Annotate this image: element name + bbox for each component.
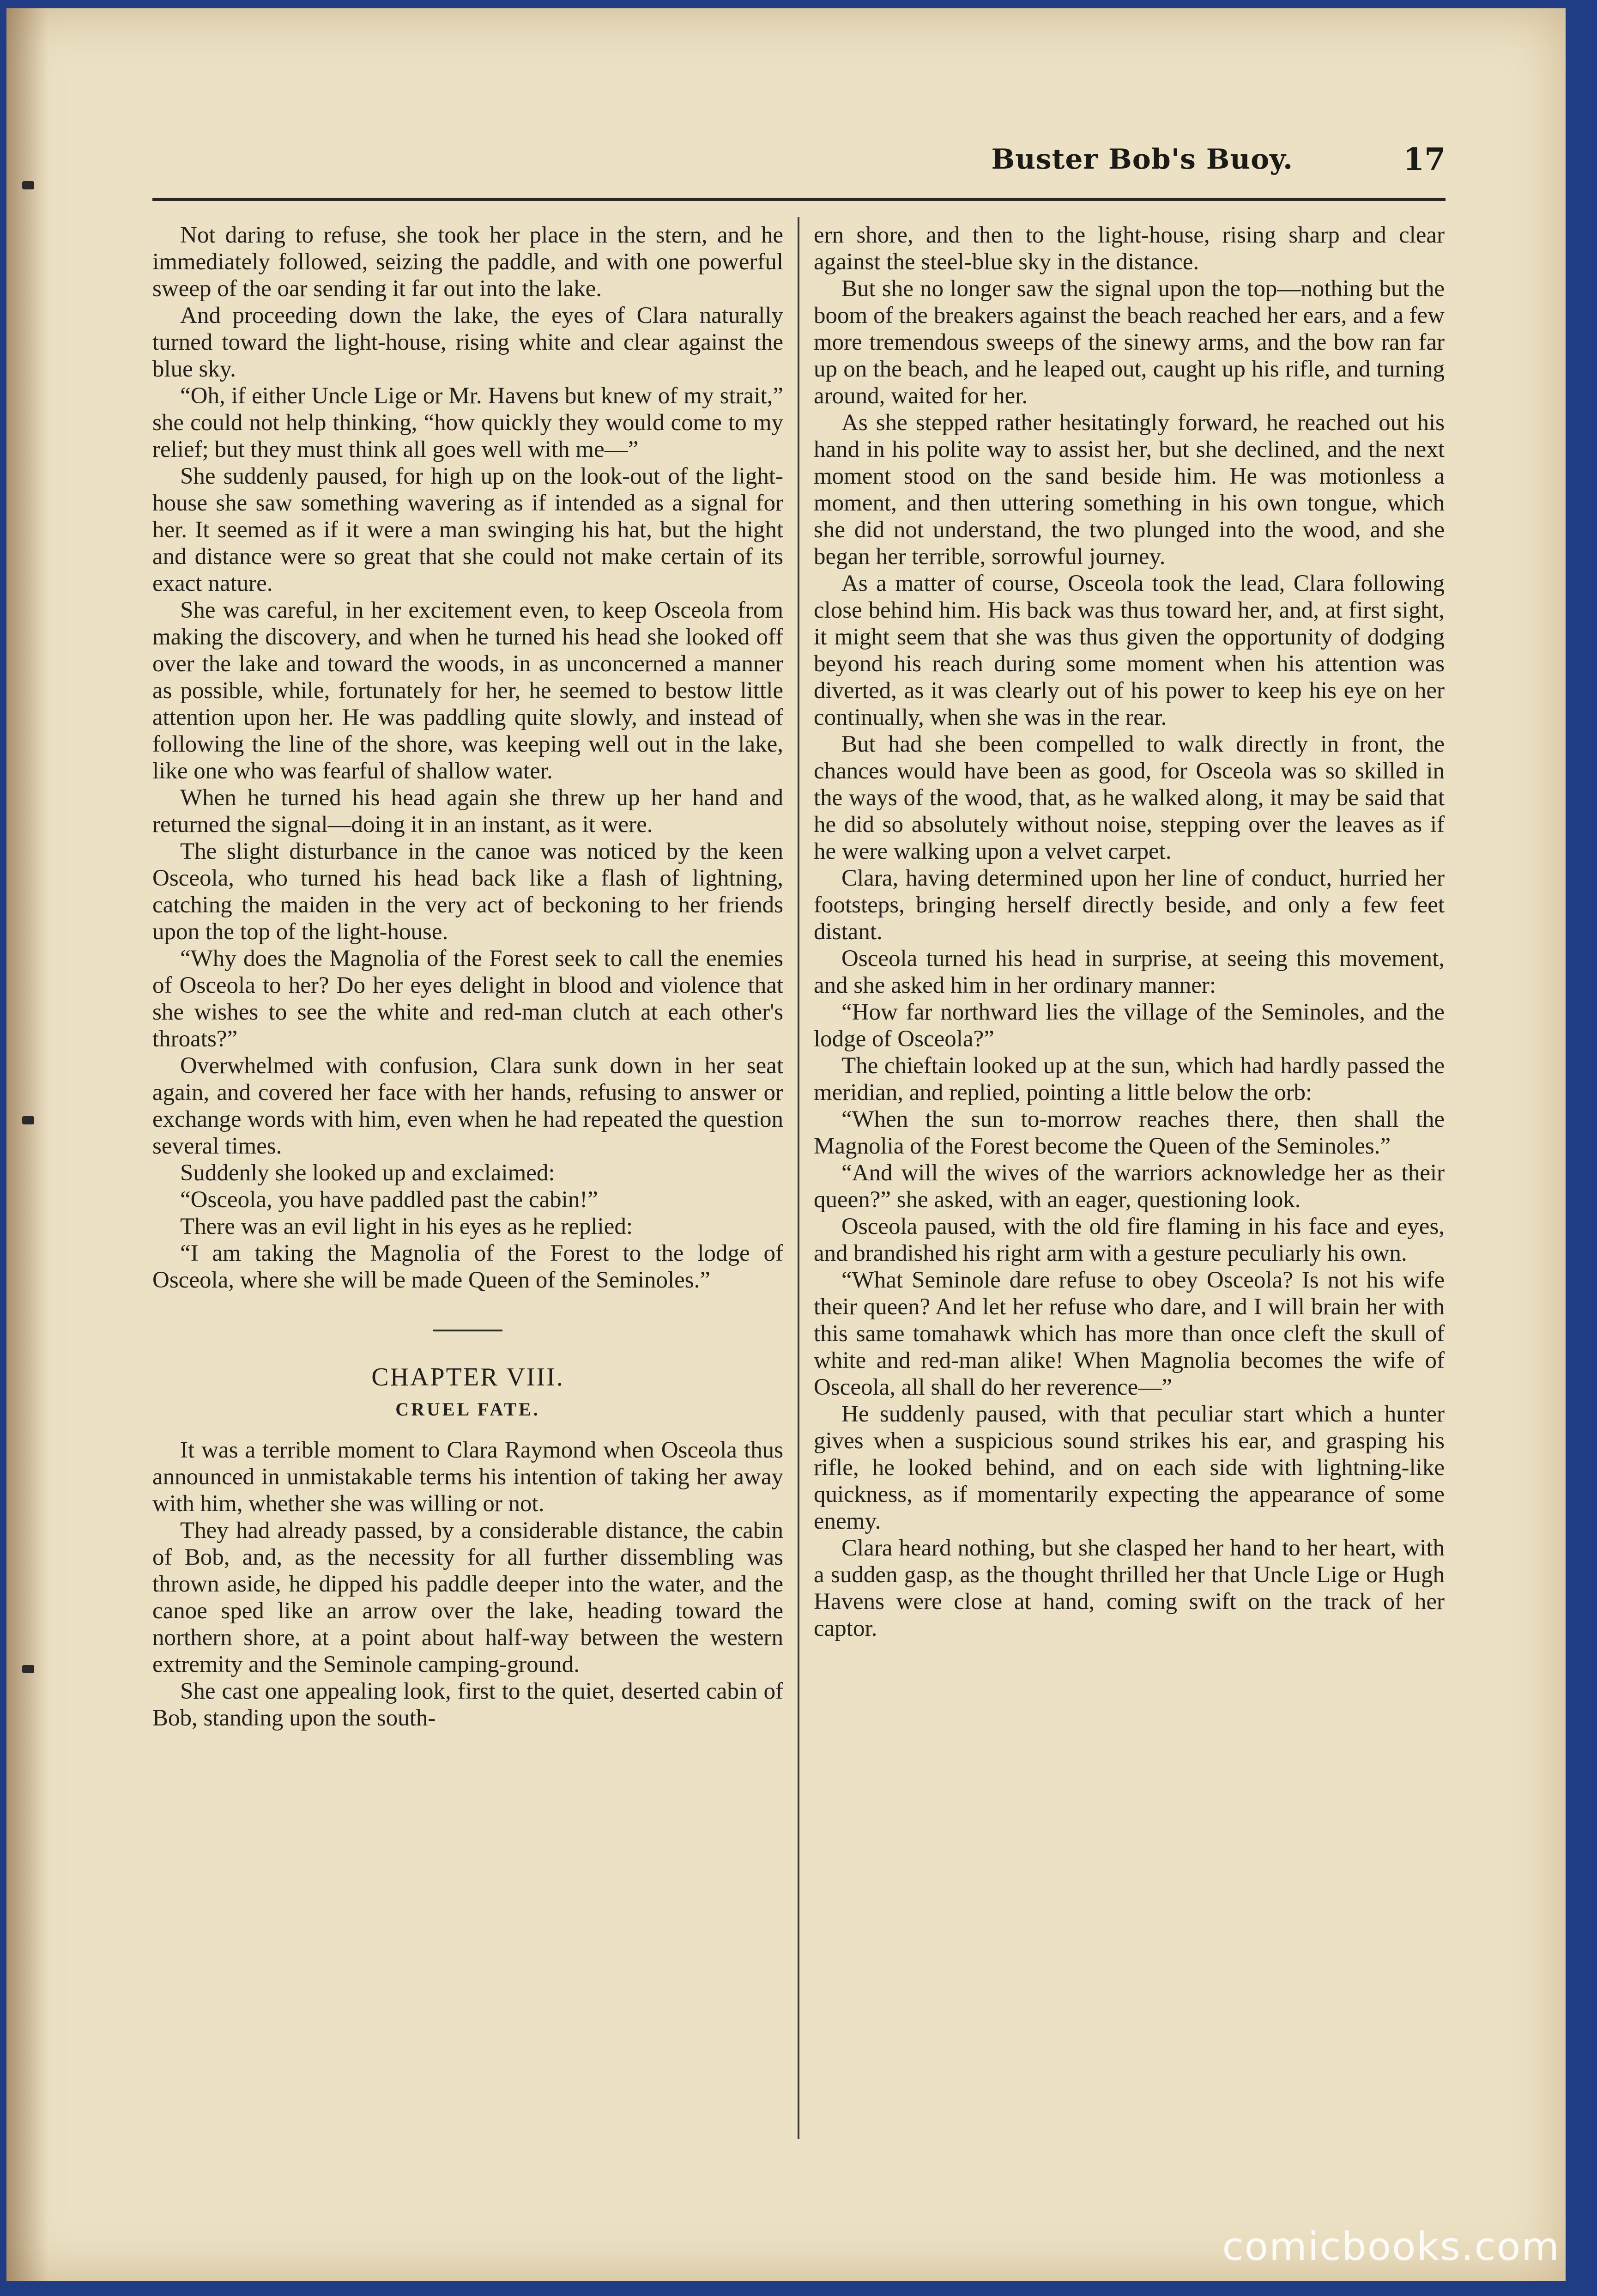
paragraph: Osceola turned his head in surprise, at seeing this movement, and she asked him in her ordinary manner:: [814, 946, 1445, 998]
paragraph: There was an evil light in his eyes as he replied:: [180, 1214, 633, 1239]
paragraph: As a matter of course, Osceola took the lead, Clara following close behind him. His back was thus toward her, and, at first sight, it might seem that she was thus given the opportunity of dodging beyond his reach during some moment when his attention was diverted, as it was clearly out of his power to keep his eye on her continually, when she was in the rear.: [814, 571, 1445, 730]
paragraph: But she no longer saw the signal upon the top—nothing but the boom of the breakers against the beach reached her ears, and a few more tremendous sweeps of the sinewy arms, and the bow ran far up on the beach, and he leaped out, caught up his rifle, and turning around, waited for her.: [814, 276, 1445, 409]
right-column: [814, 222, 1445, 1642]
paragraph: ern shore, and then to the light-house, rising sharp and clear against the steel-blue sky in the distance.: [814, 222, 1445, 275]
paragraph: But had she been compelled to walk directly in front, the chances would have been as good, for Osceola was so skilled in the ways of the wood, that, as he walked along, it may be said that he did so absolutely without noise, stepping over the leaves as if he were walking upon a velvet carpet.: [814, 731, 1445, 864]
left-column: [152, 222, 783, 1731]
paragraph: He suddenly paused, with that peculiar start which a hunter gives when a suspicious sound strikes his ear, and grasping his rifle, he looked behind, and on each side with lightning-like quickness, as if momentarily expecting the appearance of some enemy.: [814, 1401, 1445, 1534]
paragraph: They had already passed, by a considerable distance, the cabin of Bob, and, as the necessity for all further dissembling was thrown aside, he dipped his paddle deeper into the water, and the canoe sped like an arrow over the lake, heading toward the northern shore, at a point about half-way between the western extremity and the Seminole camping-ground.: [152, 1518, 783, 1677]
paragraph: She cast one appealing look, first to the quiet, deserted cabin of Bob, standing upon the south-: [152, 1678, 783, 1731]
paragraph: Clara heard nothing, but she clasped her hand to her heart, with a sudden gasp, as the thought thrilled her that Uncle Lige or Hugh Havens were close at hand, coming swift on the track of her captor.: [814, 1535, 1445, 1641]
page-number: 17: [1403, 141, 1446, 177]
paragraph: She was careful, in her excitement even, to keep Osceola from making the discovery, and when he turned his head she looked off over the lake and toward the woods, in as unconcerned a manner as possible, while, fortunately for her, he seemed to bestow little attention upon her. He was paddling quite slowly, and instead of following the line of the shore, was keeping well out in the lake, like one who was fearful of shallow water.: [152, 597, 783, 784]
running-title: Buster Bob's Buoy.: [991, 143, 1293, 176]
paragraph: She suddenly paused, for high up on the look-out of the light-house she saw something wavering as if intended as a signal for her. It seemed as if it were a man swinging his hat, but the hight and distance were so great that she could not make certain of its exact nature.: [152, 463, 783, 596]
paragraph: Suddenly she looked up and exclaimed:: [180, 1160, 555, 1186]
site-watermark: comicbooks.com: [1222, 2224, 1560, 2269]
chapter-subtitle: CRUEL FATE.: [395, 1399, 540, 1420]
paragraph: Clara, having determined upon her line of conduct, hurried her footsteps, bringing herself directly beside, and only a few feet distant.: [814, 865, 1445, 945]
column-divider: [798, 217, 799, 2139]
paragraph: The slight disturbance in the canoe was noticed by the keen Osceola, who turned his head back like a flash of lightning, catching the maiden in the very act of beckoning to her friends upon the top of the light-house.: [152, 838, 783, 945]
paragraph: “Why does the Magnolia of the Forest seek to call the enemies of Osceola to her? Do her eyes delight in blood and violence that she wishes to see the white and red-man clutch at each other's throats?”: [152, 946, 783, 1052]
staple-mark: [22, 1665, 34, 1673]
paragraph: And proceeding down the lake, the eyes of Clara naturally turned toward the light-house, rising white and clear against the blue sky.: [152, 303, 783, 382]
running-head: [152, 139, 1446, 194]
paragraph: “How far northward lies the village of the Seminoles, and the lodge of Osceola?”: [814, 999, 1445, 1052]
paragraph: It was a terrible moment to Clara Raymond when Osceola thus announced in unmistakable terms his intention of taking her away with him, whether she was willing or not.: [152, 1437, 783, 1517]
staple-mark: [22, 1116, 34, 1124]
page-spine-shadow: [6, 8, 48, 2281]
paragraph: “I am taking the Magnolia of the Forest to the lodge of Osceola, where she will be made Queen of the Seminoles.”: [152, 1240, 783, 1293]
paragraph: “What Seminole dare refuse to obey Osceola? Is not his wife their queen? And let her refuse who dare, and I will brain her with this same tomahawk which has more than once cleft the skull of white and red-man alike! When Magnolia becomes the wife of Osceola, all shall do her reverence—”: [814, 1267, 1445, 1400]
chapter-divider: [433, 1330, 502, 1331]
paragraph: Osceola paused, with the old fire flaming in his face and eyes, and brandished his right arm with a gesture peculiarly his own.: [814, 1214, 1445, 1266]
paragraph: Not daring to refuse, she took her place in the stern, and he immediately followed, seizing the paddle, and with one powerful sweep of the oar sending it far out into the lake.: [152, 222, 783, 302]
paragraph: “When the sun to-morrow reaches there, then shall the Magnolia of the Forest become the Queen of the Seminoles.”: [814, 1106, 1445, 1159]
paragraph: Overwhelmed with confusion, Clara sunk down in her seat again, and covered her face with her hands, refusing to answer or exchange words with him, even when he had repeated the question several times.: [152, 1053, 783, 1159]
paragraph: When he turned his head again she threw up her hand and returned the signal—doing it in an instant, as it were.: [152, 785, 783, 838]
chapter-title: CHAPTER VIII.: [371, 1363, 564, 1391]
paragraph: “Oh, if either Uncle Lige or Mr. Havens but knew of my strait,” she could not help thinking, “how quickly they would come to my relief; but they must think all goes well with me—”: [152, 383, 783, 462]
paragraph: As she stepped rather hesitatingly forward, he reached out his hand in his polite way to assist her, but she declined, and the next moment stood on the sand beside him. He was motionless a moment, and then uttering something in his own tongue, which she did not understand, the two plunged into the wood, and she began her terrible, sorrowful journey.: [814, 410, 1445, 570]
staple-mark: [22, 181, 34, 189]
paragraph: The chieftain looked up at the sun, which had hardly passed the meridian, and replied, pointing a little below the orb:: [814, 1053, 1445, 1105]
header-rule: [152, 198, 1446, 201]
paragraph: “And will the wives of the warriors acknowledge her as their queen?” she asked, with an eager, questioning look.: [814, 1160, 1445, 1213]
paragraph: “Osceola, you have paddled past the cabin!”: [180, 1187, 598, 1213]
